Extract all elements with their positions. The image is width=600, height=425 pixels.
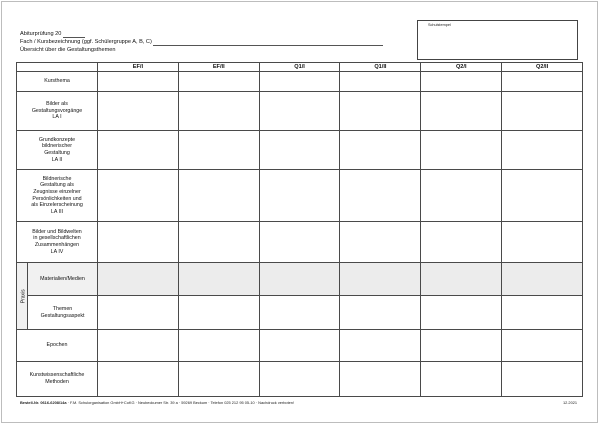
- column-header: EF/I: [98, 63, 179, 72]
- table-cell[interactable]: [259, 170, 340, 222]
- table-cell[interactable]: [421, 72, 502, 92]
- order-number: Bestell-Nr. 0616-6208/14a: [20, 400, 67, 405]
- row-label: Epochen: [17, 330, 98, 362]
- exam-year-field[interactable]: [63, 37, 85, 38]
- table-row: [17, 72, 583, 92]
- table-cell[interactable]: [259, 222, 340, 263]
- table-cell[interactable]: [98, 330, 179, 362]
- table-cell[interactable]: [98, 170, 179, 222]
- table-row: [17, 330, 583, 362]
- row-label: Materialien/Medien: [28, 263, 98, 296]
- table-cell[interactable]: [421, 263, 502, 296]
- table-cell[interactable]: [178, 222, 259, 263]
- course-line: [20, 39, 383, 46]
- row-label: Themen Gestaltungsaspekt: [28, 296, 98, 330]
- table-header-row: [17, 63, 583, 72]
- column-header: EF/II: [178, 63, 259, 72]
- table-cell[interactable]: [259, 72, 340, 92]
- column-header: Q1/II: [340, 63, 421, 72]
- row-label: Kunstwissenschaftliche Methoden: [17, 362, 98, 397]
- table-cell[interactable]: [178, 296, 259, 330]
- header-corner-cell: [17, 63, 98, 72]
- publisher-footer: [20, 400, 294, 405]
- row-label: Bilder als Gestaltungsvorgänge LA I: [17, 92, 98, 131]
- table-row: [17, 263, 583, 296]
- table-cell[interactable]: [98, 131, 179, 170]
- table-cell[interactable]: [98, 362, 179, 397]
- course-label: Fach / Kursbezeichnung (ggf. Schülergruppe A, B, C): [20, 39, 152, 45]
- table-cell[interactable]: [421, 131, 502, 170]
- table-cell[interactable]: [178, 362, 259, 397]
- publisher-info: · F.M. Schulorganisation GmbH+CoKG · Neubeckumer Str. 39 a · 59269 Beckum · Telefon 025 212 95 05-10 · Nachdruck verboten!: [66, 400, 295, 405]
- exam-year-label: Abiturprüfung 20: [20, 31, 62, 37]
- table-cell[interactable]: [259, 296, 340, 330]
- table-cell[interactable]: [421, 92, 502, 131]
- themes-table: [16, 62, 583, 397]
- praxis-label: Praxis: [20, 289, 27, 303]
- table-row: [17, 296, 583, 330]
- table-cell[interactable]: [502, 296, 583, 330]
- table-cell[interactable]: [98, 263, 179, 296]
- table-row: [17, 362, 583, 397]
- table-cell[interactable]: [178, 263, 259, 296]
- table-cell[interactable]: [502, 170, 583, 222]
- table-cell[interactable]: [259, 330, 340, 362]
- table-cell[interactable]: [259, 92, 340, 131]
- course-field[interactable]: [153, 45, 383, 46]
- table-cell[interactable]: [340, 296, 421, 330]
- table-cell[interactable]: [178, 330, 259, 362]
- table-cell[interactable]: [340, 362, 421, 397]
- table-cell[interactable]: [421, 330, 502, 362]
- school-stamp-box[interactable]: [417, 20, 578, 60]
- table-cell[interactable]: [340, 92, 421, 131]
- table-cell[interactable]: [421, 170, 502, 222]
- table-cell[interactable]: [98, 72, 179, 92]
- table-cell[interactable]: [259, 362, 340, 397]
- row-label: Bildnerische Gestaltung als Zeugnisse einzelner Persönlichkeiten und als Einzelerscheinung LA III: [17, 170, 98, 222]
- table-cell[interactable]: [502, 92, 583, 131]
- table-row: [17, 222, 583, 263]
- column-header: Q2/II: [502, 63, 583, 72]
- table-cell[interactable]: [340, 330, 421, 362]
- column-header: Q1/I: [259, 63, 340, 72]
- table-row: [17, 131, 583, 170]
- table-cell[interactable]: [98, 222, 179, 263]
- table-cell[interactable]: [502, 72, 583, 92]
- form-page: [1, 1, 598, 423]
- table-cell[interactable]: [502, 222, 583, 263]
- overview-title: Übersicht über die Gestaltungsthemen: [20, 47, 116, 53]
- school-stamp-label: Schulstempel: [428, 23, 451, 27]
- table-cell[interactable]: [178, 131, 259, 170]
- table-cell[interactable]: [98, 92, 179, 131]
- table-cell[interactable]: [340, 263, 421, 296]
- table-cell[interactable]: [259, 131, 340, 170]
- table-cell[interactable]: [178, 92, 259, 131]
- table-cell[interactable]: [421, 296, 502, 330]
- edition-date: 12.2021: [563, 400, 578, 405]
- table-row: [17, 170, 583, 222]
- column-header: Q2/I: [421, 63, 502, 72]
- table-cell[interactable]: [502, 330, 583, 362]
- table-cell[interactable]: [178, 72, 259, 92]
- exam-year-line: [20, 31, 85, 38]
- table-cell[interactable]: [178, 170, 259, 222]
- row-label: Grundkonzepte bildnerischer Gestaltung LA II: [17, 131, 98, 170]
- table-cell[interactable]: [340, 170, 421, 222]
- table-cell[interactable]: [421, 362, 502, 397]
- row-label: Kursthema: [17, 72, 98, 92]
- table-cell[interactable]: [98, 296, 179, 330]
- praxis-side-cell: [17, 263, 28, 330]
- table-cell[interactable]: [340, 131, 421, 170]
- table-cell[interactable]: [502, 263, 583, 296]
- table-cell[interactable]: [259, 263, 340, 296]
- table-cell[interactable]: [502, 362, 583, 397]
- table-cell[interactable]: [340, 222, 421, 263]
- table-cell[interactable]: [340, 72, 421, 92]
- row-label: Bilder und Bildwelten in gesellschaftlichen Zusammenhängen LA IV: [17, 222, 98, 263]
- table-cell[interactable]: [421, 222, 502, 263]
- table-row: [17, 92, 583, 131]
- table-cell[interactable]: [502, 131, 583, 170]
